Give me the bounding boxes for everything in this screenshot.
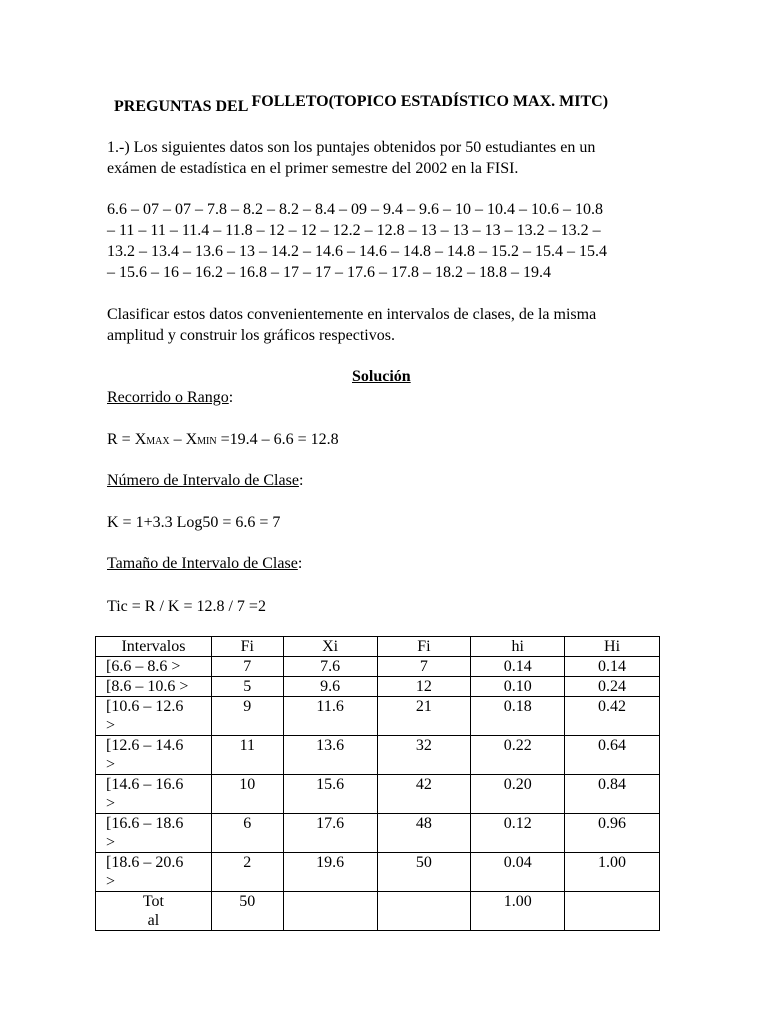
table-header-row (96, 637, 660, 657)
frequency-table (95, 636, 660, 931)
table-total-row (96, 892, 660, 931)
intervals-count-heading-text: Número de Intervalo de Clase (107, 472, 299, 489)
range-heading-text: Recorrido o Rango (107, 389, 229, 406)
table-row (96, 697, 660, 736)
intervals-count-heading (107, 470, 303, 491)
table-row (96, 814, 660, 853)
table-row (96, 775, 660, 814)
xi-cell: 13.6 (283, 736, 377, 775)
interval-size-heading-text: Tamaño de Intervalo de Clase (107, 555, 298, 572)
header-hi: hi (471, 637, 565, 657)
fi-cumulative-cell: 42 (377, 775, 471, 814)
instruction-line-2: amplitud y construir los gráficos respectivos. (107, 327, 395, 344)
interval-cell (96, 775, 212, 814)
interval-wrap: > (106, 756, 116, 773)
fi-cell: 7 (211, 657, 283, 677)
xi-cell: 7.6 (283, 657, 377, 677)
intervals-count-formula: K = 1+3.3 Log50 = 6.6 = 7 (107, 514, 281, 531)
total-label-b: al (147, 912, 160, 929)
interval-wrap: > (106, 834, 116, 851)
fi-cumulative-cell: 32 (377, 736, 471, 775)
fi-cumulative-cell: 50 (377, 853, 471, 892)
table-row (96, 736, 660, 775)
fi-cumulative-cell: 48 (377, 814, 471, 853)
fi-cell: 9 (211, 697, 283, 736)
header-xi: Xi (283, 637, 377, 657)
hi-cumulative-cell: 0.24 (565, 677, 660, 697)
table-row (96, 677, 660, 697)
range-max-subscript: MAX (146, 436, 170, 447)
fi-cumulative-cell: 21 (377, 697, 471, 736)
interval-size-heading (107, 553, 302, 574)
data-line-3: 13.2 – 13.4 – 13.6 – 13 – 14.2 – 14.6 – 14.6 – 14.8 – 14.8 – 15.2 – 15.4 – 15.4 (107, 243, 607, 260)
xi-cell: 11.6 (283, 697, 377, 736)
hi-cumulative-cell: 0.96 (565, 814, 660, 853)
interval-cell: [8.6 – 10.6 > (96, 677, 212, 697)
hi-cell: 0.18 (471, 697, 565, 736)
problem-line-1: 1.-) Los siguientes datos son los puntajes obtenidos por 50 estudiantes en un (107, 139, 596, 156)
hi-cumulative-cell: 1.00 (565, 853, 660, 892)
hi-cell: 0.12 (471, 814, 565, 853)
header-fi-cumulative: Fi (377, 637, 471, 657)
range-dash-x: – X (169, 431, 198, 448)
interval-cell (96, 736, 212, 775)
hi-cell: 0.22 (471, 736, 565, 775)
total-fi-cumulative-cell (377, 892, 471, 931)
hi-cell: 0.14 (471, 657, 565, 677)
interval-wrap: > (106, 717, 116, 734)
range-r-prefix: R = X (107, 431, 147, 448)
fi-cell: 10 (211, 775, 283, 814)
xi-cell: 15.6 (283, 775, 377, 814)
hi-cell: 0.20 (471, 775, 565, 814)
range-heading-colon: : (228, 389, 234, 406)
solution-heading: Solución (352, 368, 411, 385)
interval-wrap: > (106, 795, 116, 812)
range-min-subscript: MIN (197, 436, 217, 447)
range-result: =19.4 – 6.6 = 12.8 (216, 431, 339, 448)
fi-cumulative-cell: 7 (377, 657, 471, 677)
hi-cumulative-cell: 0.84 (565, 775, 660, 814)
interval-text: [10.6 – 12.6 (106, 698, 184, 715)
title-part-2: FOLLETO(TOPICO ESTADÍSTICO MAX. MITC) (251, 93, 609, 110)
data-line-4: – 15.6 – 16 – 16.2 – 16.8 – 17 – 17 – 17.6 – 17.8 – 18.2 – 18.8 – 19.4 (107, 264, 551, 281)
total-label-a: Tot (142, 893, 164, 910)
xi-cell: 17.6 (283, 814, 377, 853)
interval-text: [12.6 – 14.6 (106, 737, 184, 754)
range-heading (107, 387, 233, 408)
interval-size-heading-colon: : (297, 555, 303, 572)
fi-cell: 5 (211, 677, 283, 697)
fi-cumulative-cell: 12 (377, 677, 471, 697)
interval-cell (96, 697, 212, 736)
hi-cell: 0.04 (471, 853, 565, 892)
fi-cell: 6 (211, 814, 283, 853)
header-hi-cumulative: Hi (565, 637, 660, 657)
total-xi-cell (283, 892, 377, 931)
interval-text: [14.6 – 16.6 (106, 776, 184, 793)
total-hi-cumulative-cell (565, 892, 660, 931)
header-intervals: Intervalos (96, 637, 212, 657)
interval-cell (96, 853, 212, 892)
interval-text: [16.6 – 18.6 (106, 815, 184, 832)
total-fi-cell: 50 (211, 892, 283, 931)
fi-cell: 11 (211, 736, 283, 775)
header-fi: Fi (211, 637, 283, 657)
interval-cell (96, 814, 212, 853)
table-row (96, 657, 660, 677)
intervals-count-heading-colon: : (298, 472, 304, 489)
data-line-1: 6.6 – 07 – 07 – 7.8 – 8.2 – 8.2 – 8.4 – 09 – 9.4 – 9.6 – 10 – 10.4 – 10.6 – 10.8 (107, 201, 603, 218)
interval-text: [18.6 – 20.6 (106, 854, 184, 871)
total-label-cell (96, 892, 212, 931)
hi-cumulative-cell: 0.64 (565, 736, 660, 775)
problem-line-2: exámen de estadística en el primer semestre del 2002 en la FISI. (107, 160, 519, 177)
xi-cell: 19.6 (283, 853, 377, 892)
xi-cell: 9.6 (283, 677, 377, 697)
title-part-1: PREGUNTAS DEL (114, 98, 252, 115)
hi-cell: 0.10 (471, 677, 565, 697)
hi-cumulative-cell: 0.42 (565, 697, 660, 736)
hi-cumulative-cell: 0.14 (565, 657, 660, 677)
fi-cell: 2 (211, 853, 283, 892)
range-formula (107, 429, 339, 452)
table-row (96, 853, 660, 892)
document-title (114, 93, 609, 115)
instruction-line-1: Clasificar estos datos convenientemente en intervalos de clases, de la misma (107, 306, 597, 323)
interval-size-formula: Tic = R / K = 12.8 / 7 =2 (107, 598, 266, 615)
interval-wrap: > (106, 873, 116, 890)
interval-cell: [6.6 – 8.6 > (96, 657, 212, 677)
data-line-2: – 11 – 11 – 11.4 – 11.8 – 12 – 12 – 12.2 – 12.8 – 13 – 13 – 13 – 13.2 – 13.2 – (107, 222, 601, 239)
total-hi-cell: 1.00 (471, 892, 565, 931)
